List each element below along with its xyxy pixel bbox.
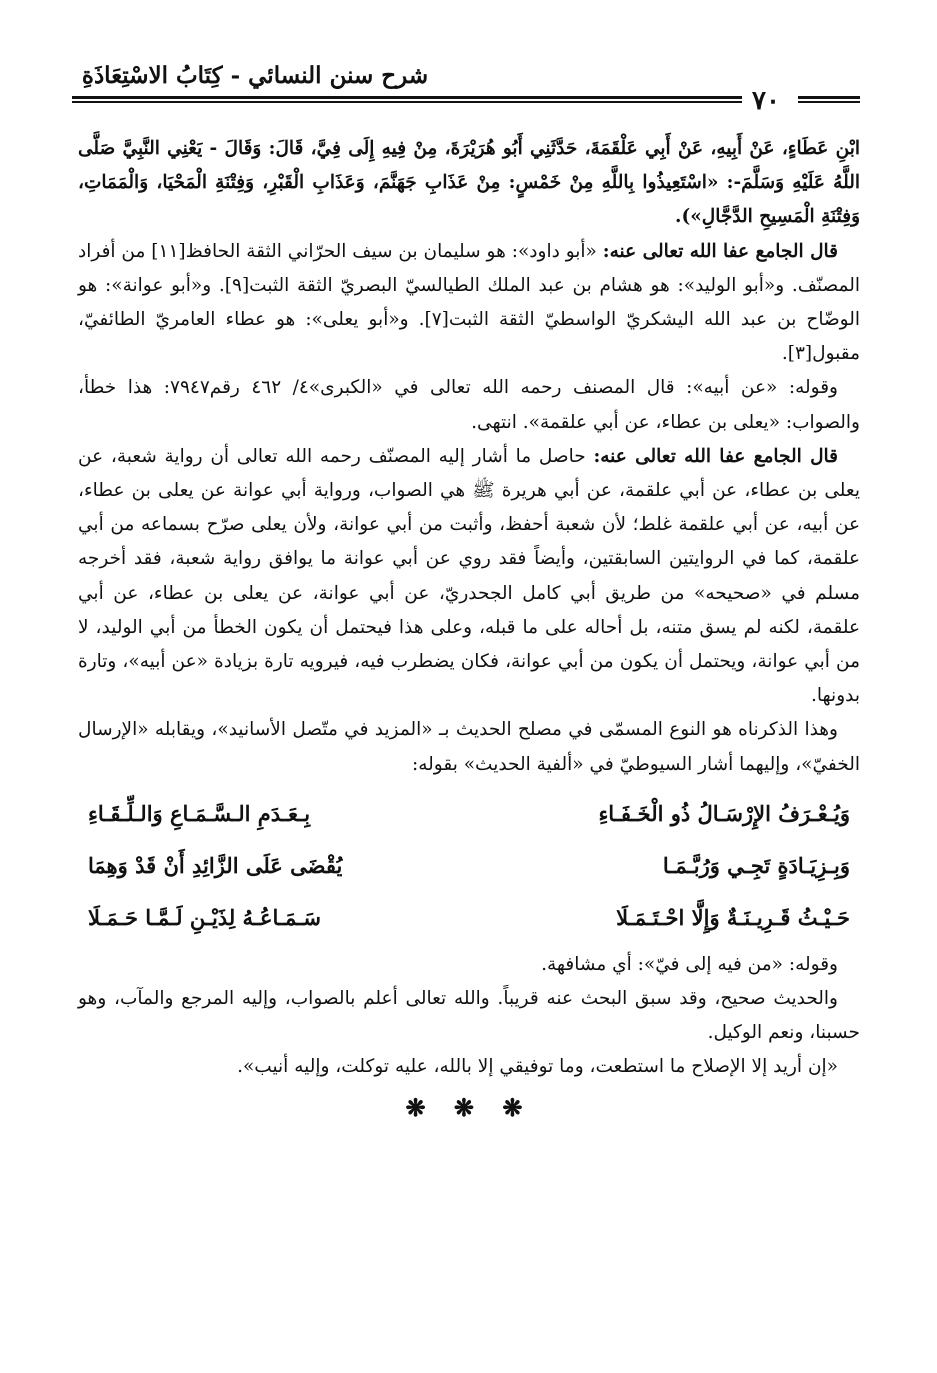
- poem-hemistich: بِـعَـدَمِ الـسَّـمَـاعِ وَالـلِّـقَـاءِ: [88, 800, 311, 826]
- poem-hemistich: وَيُـعْـرَفُ الإِرْسَـالُ ذُو الْخَـفَـاءِ: [598, 800, 850, 826]
- poem-line: [78, 840, 860, 892]
- meaning-paragraph: وقوله: «من فيه إلى فيّ»: أي مشافهة.: [541, 953, 838, 975]
- closing-quote: «إن أريد إلا الإصلاح ما استطعت، وما توفيقي إلا بالله، عليه توكلت، وإليه أنيب».: [237, 1056, 838, 1078]
- poem-hemistich: حَـيْـثُ قَـرِيـنَـةٌ وَإِلَّا احْـتَـمَـلَا: [616, 904, 850, 930]
- discussion-paragraph: [78, 440, 860, 714]
- narrators-lead: قال الجامع عفا الله تعالى عنه:: [602, 240, 838, 262]
- quote-paragraph: وقوله: «عن أبيه»: قال المصنف رحمه الله تعالى في «الكبرى»٤/ ٤٦٢ رقم٧٩٤٧: هذا خطأ، والصواب: «يعلى بن عطاء، عن أبي علقمة». انتهى.: [78, 377, 860, 433]
- poem: [78, 788, 860, 944]
- discussion-text: حاصل ما أشار إليه المصنّف رحمه الله تعالى أن رواية شعبة، عن يعلى بن عطاء، عن أبي علقمة، عن أبي هريرة ﷺ هي الصواب، ورواية أبي عوانة عن يعلى بن عطاء، عن أبيه، عن أبي علقمة غلط؛ لأن شعبة أحفظ، وأثبت من أبي عوانة، ولأن يعلى صرّح بسماعه من أبي علقمة، كما في الروايتين السابقتين، وأيضاً فقد روي عن أبي عوانة ما يوافق رواية شعبة، فقد أخرجه مسلم في «صحيحه» من طريق أبي كامل الجحدريّ، عن أبي عوانة، عن يعلى بن عطاء، عن أبي علقمة، لكنه لم يسق متنه، بل أحاله على ما قبله، وعلى هذا فيحتمل أن يكون الخطأ من أبي الوليد، لا من أبي عوانة، ويحتمل أن يكون من أبي عوانة، فكان يضطرب فيه، فيرويه تارة بزيادة «عن أبيه»، وتارة بدونها.: [78, 445, 860, 707]
- narrators-paragraph: [78, 235, 860, 372]
- poem-hemistich: وَبِـزِيَـادَةٍ تَجِـي وَرُبَّـمَـا: [662, 852, 850, 878]
- running-header-title: شرح سنن النسائي - كِتَابُ الاسْتِعَاذَةِ: [81, 62, 429, 89]
- narrators-text: «أبو داود»: هو سليمان بن سيف الحرّاني الثقة الحافظ[١١] من أفراد المصنّف. و«أبو الوليد»: هو هشام بن عبد الملك الطيالسيّ البصريّ الثقة الثبت[٩]. و«أبو عوانة»: هو الوضّاح بن عبد الله اليشكريّ الواسطيّ الثقة الثبت[٧]. و«أبو يعلى»: هو عطاء العامريّ الطائفيّ، مقبول[٣].: [77, 240, 860, 365]
- poem-hemistich: يُقْضَى عَلَى الزَّائِدِ أَنْ قَدْ وَهِمَا: [88, 852, 343, 878]
- conclusion-paragraph: والحديث صحيح، وقد سبق البحث عنه قريباً. والله تعالى أعلم بالصواب، وإليه المرجع والمآب، وهو حسبنا، ونعم الوكيل.: [78, 988, 860, 1044]
- hadith-text: ابْنِ عَطَاءٍ، عَنْ أَبِيهِ، عَنْ أَبِي عَلْقَمَةَ، حَدَّثَنِي أَبُو هُرَيْرَةَ، مِنْ فِيهِ إِلَى فِيَّ، قَالَ: وَقَالَ - يَعْنِي النَّبِيَّ صَلَّى اللَّهُ عَلَيْهِ وَسَلَّمَ-: «اسْتَعِيذُوا بِاللَّهِ مِنْ خَمْسٍ: مِنْ عَذَابِ جَهَنَّمَ، وَعَذَابِ الْقَبْرِ، وَفِتْنَةِ الْمَحْيَا، وَالْمَمَاتِ، وَفِتْنَةِ الْمَسِيحِ الدَّجَّالِ»).: [78, 138, 860, 228]
- header-rule-thin: [72, 101, 742, 103]
- term-paragraph: وهذا الذكرناه هو النوع المسمّى في مصلح الحديث بـ «المزيد في متّصل الأسانيد»، ويقابله «الإرسال الخفيّ»، وإليهما أشار السيوطيّ في «ألفية الحديث» بقوله:: [78, 719, 860, 775]
- page-number: ٧٠: [752, 86, 780, 116]
- page-number-rule: [798, 96, 860, 99]
- poem-hemistich: سَـمَـاعُـهُ لِذَيْـنِ لَـمَّـا حَـمَـلَا: [88, 904, 321, 930]
- page-number-rule-thin: [798, 101, 860, 103]
- section-end-ornament: ❋ ❋ ❋: [405, 1092, 533, 1122]
- poem-line: [78, 892, 860, 944]
- poem-line: [78, 788, 860, 840]
- main-text: [78, 132, 860, 1125]
- header-rule: [72, 96, 742, 99]
- discussion-lead: قال الجامع عفا الله تعالى عنه:: [593, 445, 838, 467]
